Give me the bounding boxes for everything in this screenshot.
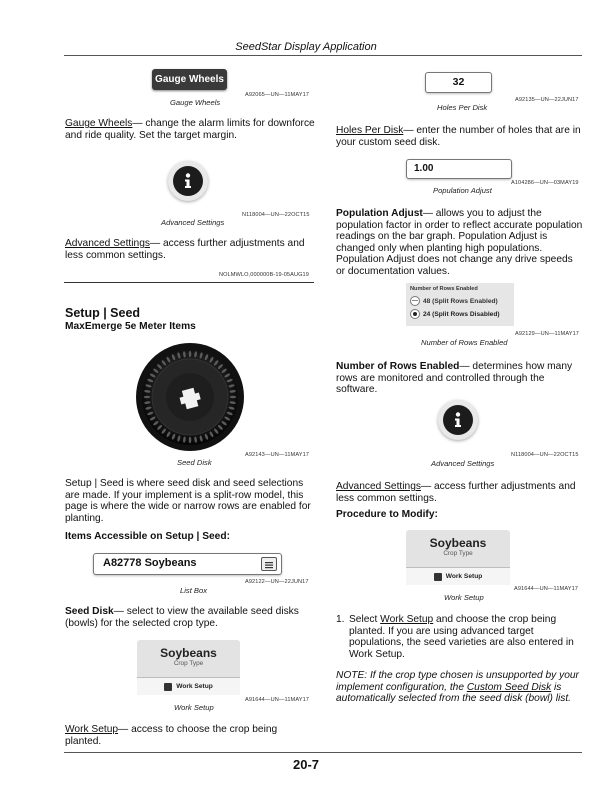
term-advanced-settings: Advanced Settings bbox=[65, 238, 150, 249]
list-box-value: A82778 Soybeans bbox=[103, 557, 197, 569]
figure-code: A92065—UN—11MAY17 bbox=[245, 92, 309, 98]
figure-code: A92135—UN—22JUN17 bbox=[515, 97, 579, 103]
figure-caption: Advanced Settings bbox=[161, 218, 225, 227]
radio-unselected-icon bbox=[410, 296, 420, 306]
term-seed-disk: Seed Disk bbox=[65, 606, 114, 617]
desc-text: — access further adjustments and less common settings. bbox=[65, 238, 305, 261]
term-holes-per-disk: Holes Per Disk bbox=[336, 125, 404, 136]
document-code: NOLMWLO,000000B-19-05AUG19 bbox=[219, 272, 309, 278]
rows-enabled-description bbox=[336, 361, 584, 396]
figure-code: A104286—UN—03MAY19 bbox=[511, 180, 579, 186]
term-custom-seed-disk: Custom Seed Disk bbox=[466, 681, 552, 693]
work-setup-label: Work Setup bbox=[176, 683, 213, 690]
gauge-wheels-button[interactable]: Gauge Wheels bbox=[152, 69, 227, 90]
procedure-step-1 bbox=[336, 614, 584, 660]
advanced-settings-description bbox=[65, 238, 315, 261]
figure-caption: Gauge Wheels bbox=[170, 98, 221, 107]
figure-code: A92143—UN—11MAY17 bbox=[245, 452, 309, 458]
desc-text: — access further adjustments and less common settings. bbox=[336, 481, 576, 504]
figure-caption: Advanced Settings bbox=[431, 459, 495, 468]
term-rows-enabled: Number of Rows Enabled bbox=[336, 361, 460, 372]
seed-cell bbox=[230, 396, 236, 399]
desc-text: — access to choose the crop being planted. bbox=[65, 724, 278, 747]
advanced-settings-button[interactable] bbox=[438, 400, 478, 440]
setup-paragraph: Setup | Seed is where seed disk and seed selections are made. If your implement is a split-row model, this page is where the wide or narrow rows are enabled for planting. bbox=[65, 478, 311, 524]
note-text-part: is automatically selected from the seed disk (bowl) list. bbox=[336, 681, 571, 705]
page-number: 20-7 bbox=[292, 757, 320, 772]
rows-panel-title: Number of Rows Enabled bbox=[410, 286, 478, 292]
figure-code: N118004—UN—22OCT15 bbox=[242, 212, 310, 218]
crop-subtitle: Crop Type bbox=[173, 660, 204, 667]
section-divider bbox=[64, 282, 314, 283]
advanced-settings-button[interactable] bbox=[168, 161, 208, 201]
crop-type-panel bbox=[406, 530, 510, 585]
crop-subtitle: Crop Type bbox=[443, 550, 473, 557]
rows-option-48[interactable] bbox=[406, 292, 514, 306]
seed-disk-icon bbox=[135, 342, 245, 452]
desc-text: — allows you to adjust the population factor in order to reflect accurate population readings on the bar graph. Population Adjust is changed only when planting high populations. Population Adjust does not change any drive speeds or documentation values. bbox=[336, 208, 583, 277]
subsection-title: MaxEmerge 5e Meter Items bbox=[65, 321, 196, 332]
share-arrow-icon bbox=[434, 573, 442, 581]
seed-disk-image bbox=[135, 342, 245, 452]
seed-cell bbox=[144, 396, 150, 399]
radio-selected-icon bbox=[410, 309, 420, 319]
figure-code: A92122—UN—22JUN17 bbox=[245, 579, 309, 585]
population-value: 1.00 bbox=[414, 163, 434, 174]
crop-title: Soybeans bbox=[429, 536, 487, 550]
figure-caption: Population Adjust bbox=[433, 186, 492, 195]
note-text-part: NOTE: If the crop type chosen is unsupported by your implement configuration, the bbox=[336, 670, 579, 693]
term-gauge-wheels: Gauge Wheels bbox=[65, 118, 133, 129]
rows-option-label: 48 (Split Rows Enabled) bbox=[423, 297, 498, 305]
desc-text: — select to view the available seed disks (bowls) for the selected crop type. bbox=[65, 606, 299, 629]
advanced-settings-description bbox=[336, 481, 584, 504]
term-work-setup: Work Setup bbox=[65, 724, 119, 735]
list-icon bbox=[261, 557, 277, 571]
share-arrow-icon bbox=[164, 683, 172, 691]
figure-code: A91644—UN—11MAY17 bbox=[245, 697, 309, 703]
work-setup-description bbox=[65, 724, 315, 747]
figure-code: N118004—UN—22OCT15 bbox=[511, 452, 579, 458]
population-adjust-description bbox=[336, 208, 584, 278]
rows-option-label: 24 (Split Rows Disabled) bbox=[423, 310, 500, 318]
page-header-title: SeedStar Display Application bbox=[235, 41, 377, 53]
holes-per-disk-field[interactable] bbox=[425, 72, 492, 93]
items-heading: Items Accessible on Setup | Seed: bbox=[65, 531, 230, 542]
step-text: and choose the crop being planted. If you are using advanced target populations, the seed varieties are also entered in Work Setup. bbox=[349, 614, 574, 660]
holes-value: 32 bbox=[452, 76, 465, 88]
info-icon bbox=[443, 405, 473, 435]
figure-caption: Number of Rows Enabled bbox=[421, 338, 508, 347]
header-divider bbox=[64, 55, 582, 56]
info-icon bbox=[173, 166, 203, 196]
crop-title: Soybeans bbox=[160, 646, 217, 660]
work-setup-label: Work Setup bbox=[445, 573, 483, 580]
seed-list-box[interactable] bbox=[93, 553, 282, 575]
figure-code: A92129—UN—11MAY17 bbox=[515, 331, 579, 337]
seed-cell bbox=[189, 437, 192, 443]
step-text: Select bbox=[349, 614, 381, 625]
crop-type-panel bbox=[137, 640, 240, 695]
seed-cell bbox=[189, 351, 192, 357]
figure-code: A91644—UN—11MAY17 bbox=[514, 586, 578, 592]
rows-enabled-panel bbox=[406, 283, 514, 326]
figure-caption: Work Setup bbox=[444, 593, 484, 602]
holes-per-disk-description bbox=[336, 125, 584, 148]
desc-text: — change the alarm limits for downforce and ride quality. Set the target margin. bbox=[65, 118, 315, 141]
work-setup-button[interactable] bbox=[137, 677, 240, 695]
desc-text: — determines how many rows are monitored and controlled through the software. bbox=[336, 361, 573, 396]
procedure-heading: Procedure to Modify: bbox=[336, 509, 438, 520]
figure-caption: Seed Disk bbox=[177, 458, 212, 467]
population-adjust-field[interactable] bbox=[406, 159, 512, 179]
figure-caption: List Box bbox=[180, 586, 208, 595]
step-number: 1. bbox=[336, 614, 345, 625]
figure-caption: Work Setup bbox=[174, 703, 214, 712]
term-work-setup: Work Setup bbox=[380, 614, 434, 625]
term-population-adjust: Population Adjust bbox=[336, 208, 423, 219]
gauge-wheels-description bbox=[65, 118, 315, 141]
figure-caption: Holes Per Disk bbox=[437, 103, 488, 112]
footer-divider bbox=[64, 752, 582, 753]
section-title: Setup | Seed bbox=[65, 306, 141, 320]
work-setup-button[interactable] bbox=[406, 567, 510, 585]
note-text bbox=[336, 670, 584, 705]
rows-option-24[interactable] bbox=[406, 306, 514, 319]
term-advanced-settings: Advanced Settings bbox=[336, 481, 421, 492]
desc-text: — enter the number of holes that are in your custom seed disk. bbox=[336, 125, 581, 148]
seed-disk-description bbox=[65, 606, 315, 629]
